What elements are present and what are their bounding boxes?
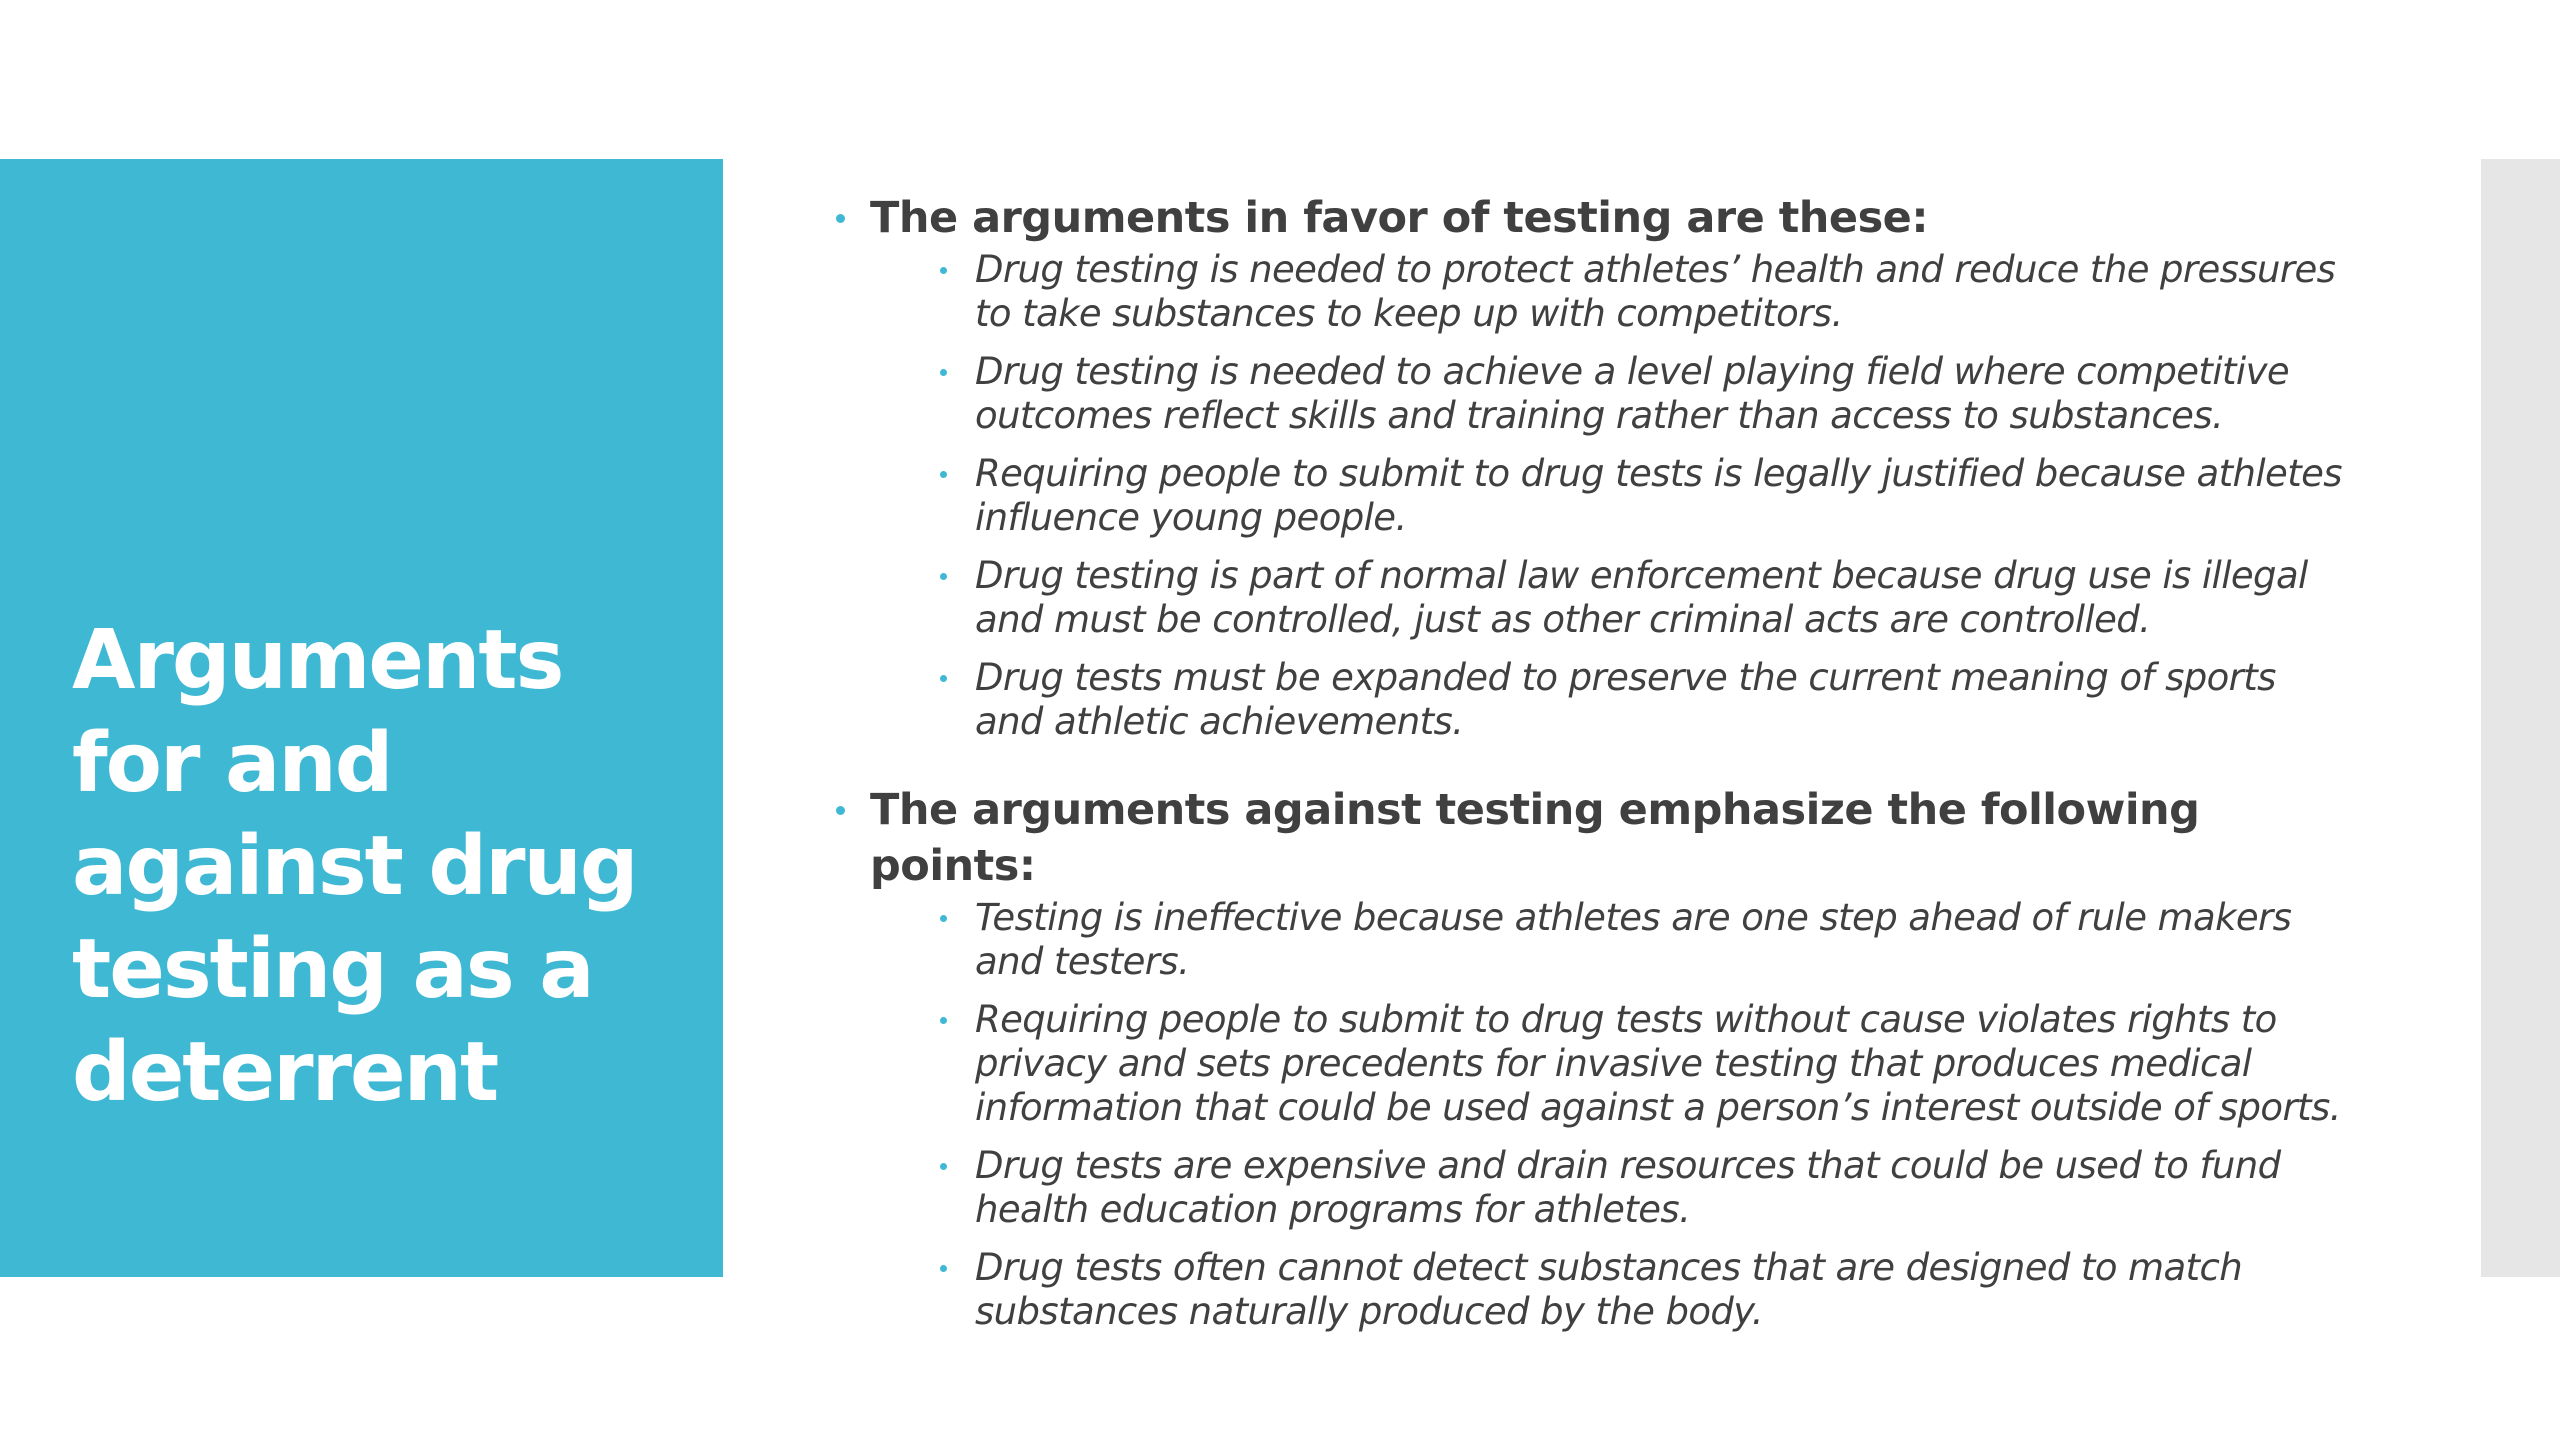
bullet-dot-icon <box>940 1265 947 1272</box>
slide-content <box>830 190 2350 1334</box>
bullet-dot-icon <box>836 214 845 223</box>
list-item-text: Drug testing is needed to achieve a level playing field where competitive outcomes reflect skills and training rather than access to substances. <box>975 350 2290 437</box>
bullet-dot-icon <box>940 675 947 682</box>
list-item-text: Drug tests often cannot detect substances that are designed to match substances naturally produced by the body. <box>975 1246 2243 1333</box>
list-item-text: Drug testing is needed to protect athletes’ health and reduce the pressures to take substances to keep up with competitors. <box>975 248 2336 335</box>
section-heading-text: The arguments against testing emphasize the following points: <box>870 785 2200 891</box>
section-arguments-for <box>830 190 2350 744</box>
list-item-text: Drug testing is part of normal law enforcement because drug use is illegal and must be controlled, just as other criminal acts are controlled. <box>975 554 2308 641</box>
list-item-text: Drug tests must be expanded to preserve the current meaning of sports and athletic achievements. <box>975 656 2276 743</box>
list-item-text: Testing is ineffective because athletes are one step ahead of rule makers and testers. <box>975 896 2292 983</box>
bullet-dot-icon <box>940 1017 947 1024</box>
section-heading <box>830 782 2350 894</box>
list-item <box>975 656 2350 744</box>
list-item <box>975 452 2350 540</box>
bullet-dot-icon <box>940 267 947 274</box>
list-item <box>975 998 2350 1130</box>
title-panel <box>0 159 723 1277</box>
bullet-dot-icon <box>836 806 845 815</box>
right-decorative-strip <box>2481 159 2560 1277</box>
list-item <box>975 1144 2350 1232</box>
bullet-dot-icon <box>940 573 947 580</box>
bullet-dot-icon <box>940 369 947 376</box>
bullet-dot-icon <box>940 471 947 478</box>
slide-title: Arguments for and against drug testing as a deterrent <box>72 613 637 1120</box>
bullet-dot-icon <box>940 1163 947 1170</box>
list-item <box>975 896 2350 984</box>
list-item-text: Drug tests are expensive and drain resources that could be used to fund health education programs for athletes. <box>975 1144 2281 1231</box>
bullet-dot-icon <box>940 915 947 922</box>
list-item <box>975 248 2350 336</box>
section-arguments-against <box>830 782 2350 1334</box>
bullet-list <box>830 896 2350 1334</box>
section-heading-text: The arguments in favor of testing are these: <box>870 193 1929 243</box>
list-item-text: Requiring people to submit to drug tests without cause violates rights to privacy and sets precedents for invasive testing that produces medical information that could be used against a person’s interest outside of sports. <box>975 998 2341 1129</box>
list-item-text: Requiring people to submit to drug tests is legally justified because athletes influence young people. <box>975 452 2342 539</box>
section-heading <box>830 190 2350 246</box>
list-item <box>975 1246 2350 1334</box>
bullet-list <box>830 248 2350 744</box>
list-item <box>975 350 2350 438</box>
list-item <box>975 554 2350 642</box>
